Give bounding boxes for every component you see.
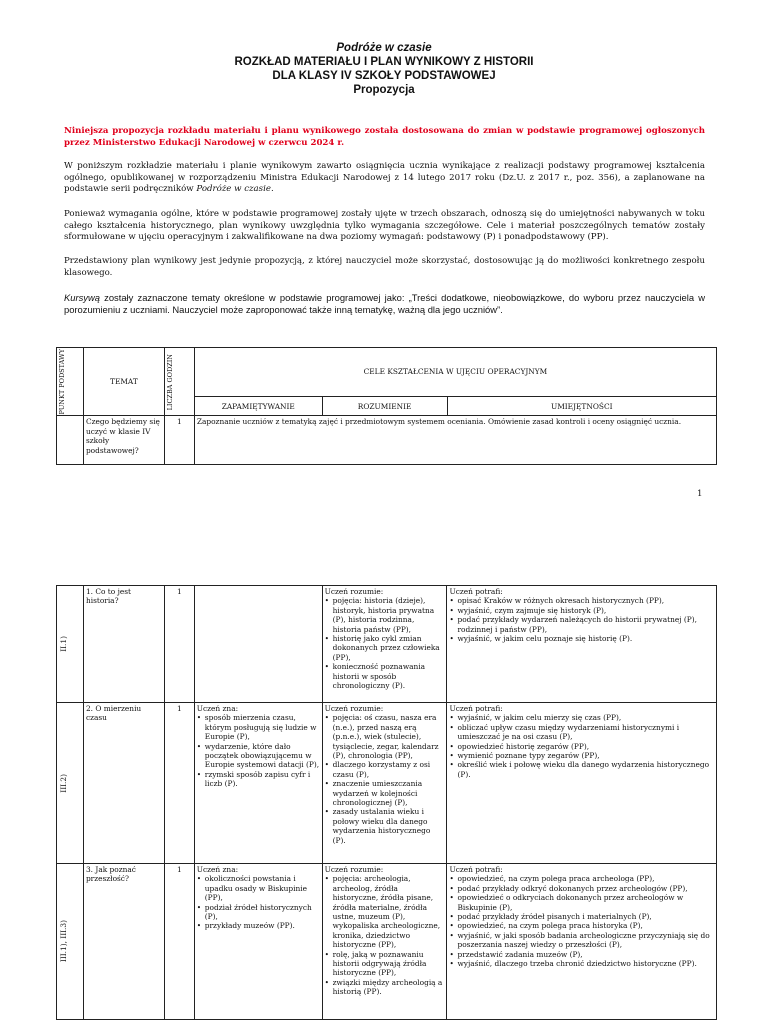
document-header xyxy=(0,41,768,97)
list-item: • obliczać upływ czasu między wydarzeniami historycznymi i umieszczać je na osi czasu (P), xyxy=(449,723,714,742)
col-zapamietywanie-header: ZAPAMIĘTYWANIE xyxy=(194,397,322,416)
col-temat-header: TEMAT xyxy=(83,348,164,416)
lesson-topic: 1. Co to jest historia? xyxy=(83,586,164,703)
lesson-punkt-label: II.1) xyxy=(59,636,68,652)
list-item: • przedstawić zadania muzeów (P), xyxy=(449,950,714,959)
zapamietywanie-caption: Uczeń zna: xyxy=(196,865,239,874)
title-line-3: Propozycja xyxy=(353,84,415,96)
umiejetnosci-caption: Uczeń potrafi: xyxy=(449,587,503,596)
list-item: • pojęcia: oś czasu, nasza era (n.e.), przed naszą erą (p.n.e.), wiek (stulecie), tysiąclecie, zegar, kalendarz (P), chronologia (PP), xyxy=(325,713,445,760)
zapamietywanie-caption: Uczeń zna: xyxy=(196,704,239,713)
list-item: • konieczność poznawania historii w sposób chronologiczny (P). xyxy=(325,662,445,690)
list-item: • podać przykłady źródeł pisanych i materialnych (P), xyxy=(449,912,714,921)
list-item: • znaczenie umieszczania wydarzeń w kolejności chronologicznej (P), xyxy=(325,779,445,807)
intro-p4-italic: Kursywą xyxy=(64,292,100,303)
col-rozumienie-header: ROZUMIENIE xyxy=(322,397,447,416)
list-item: • pojęcia: archeologia, archeolog, źródła historyczne, źródła pisane, źródła materialne, źródła ustne, muzeum (P), wykopaliska archeologiczne, kronika, dziedzictwo historyczne (PP), xyxy=(325,874,445,949)
col-punkt-header xyxy=(57,348,84,416)
row-hours: 1 xyxy=(164,416,194,465)
lesson-zapamietywanie xyxy=(194,864,322,1020)
list-item: • opowiedzieć historię zegarów (PP), xyxy=(449,742,714,751)
list-item: • wyjaśnić, w jaki sposób badania archeologiczne przyczyniają się do poszerzania naszej wiedzy o przeszłości (P), xyxy=(449,931,714,950)
list-item: • określić wiek i połowę wieku dla danego wydarzenia historycznego (P). xyxy=(449,760,714,779)
list-item: • wymienić poznane typy zegarów (PP), xyxy=(449,751,714,760)
lesson-row xyxy=(57,703,717,864)
lesson-topic: 3. Jak poznać przeszłość? xyxy=(83,864,164,1020)
list-item: • opowiedzieć, na czym polega praca archeologa (PP), xyxy=(449,874,714,883)
list-item: • podać przykłady wydarzeń należących do historii prywatnej (P), rodzinnej i państw (PP), xyxy=(449,615,714,634)
lesson-rozumienie xyxy=(322,864,447,1020)
list-item: • związki między archeologią a historią (PP). xyxy=(325,978,445,997)
title-line-1: ROZKŁAD MATERIAŁU I PLAN WYNIKOWY Z HISTORII xyxy=(234,56,534,68)
page-number: 1 xyxy=(697,489,703,499)
red-note: Niniejsza propozycja rozkładu materiału i planu wynikowego została dostosowana do zmian w podstawie programowej ogłoszonych przez Ministerstwo Edukacji Narodowej w czerwcu 2024 r. xyxy=(64,126,705,148)
intro-p1-series: Podróże w czasie xyxy=(196,184,271,194)
row-topic: Czego będziemy się uczyć w klasie IV szkoły podstawowej? xyxy=(83,416,164,465)
intro-paragraph-2: Ponieważ wymagania ogólne, które w podstawie programowej zostały ujęte w trzech obszarach, odnoszą się do umiejętności nabywanych w toku całego kształcenia historycznego, plan wynikowy uwzględnia tylko wymagania szczegółowe. Cele i materiał poszczególnych tematów zostały sformułowane w ujęciu operacyjnym i zakwalifikowane na dwa poziomy wymagań: podstawowy (P) i ponadpodstawowy (PP). xyxy=(64,209,705,242)
row-description: Zapoznanie uczniów z tematyką zajęć i przedmiotowym systemem oceniania. Omówienie zasad kontroli i oceny osiągnięć ucznia. xyxy=(194,416,716,465)
col-cele-header: CELE KSZTAŁCENIA W UJĘCIU OPERACYJNYM xyxy=(194,348,716,397)
list-item: • historię jako cykl zmian dokonanych przez człowieka (PP), xyxy=(325,634,445,662)
intro-paragraph-1 xyxy=(64,161,705,196)
list-item: • wydarzenie, które dało początek obowiązującemu w Europie systemowi datacji (P), xyxy=(197,742,320,770)
col-punkt-label: PUNKT PODSTAWY xyxy=(58,349,66,415)
list-item: • zasady ustalania wieku i połowy wieku dla danego wydarzenia historycznego (P). xyxy=(325,807,445,845)
lesson-umiejetnosci xyxy=(447,864,717,1020)
lesson-rozumienie xyxy=(322,586,447,703)
lesson-punkt xyxy=(57,864,84,1020)
col-liczba-label: LICZBA GODZIN xyxy=(165,353,174,410)
rozumienie-caption: Uczeń rozumie: xyxy=(324,704,384,713)
col-umiejetnosci-header: UMIEJĘTNOŚCI xyxy=(447,397,717,416)
list-item: • wyjaśnić, dlaczego trzeba chronić dziedzictwo historyczne (PP). xyxy=(449,959,714,968)
lesson-umiejetnosci xyxy=(447,586,717,703)
row-punkt xyxy=(57,416,84,465)
list-item: • dlaczego korzystamy z osi czasu (P), xyxy=(325,760,445,779)
intro-p1-end: . xyxy=(270,184,274,194)
list-item: • opisać Kraków w różnych okresach historycznych (PP), xyxy=(449,596,714,605)
list-item: • podać przykłady odkryć dokonanych przez archeologów (PP), xyxy=(449,884,714,893)
umiejetnosci-caption: Uczeń potrafi: xyxy=(449,704,503,713)
lesson-punkt xyxy=(57,703,84,864)
rozumienie-caption: Uczeń rozumie: xyxy=(324,587,384,596)
intro-p4-rest: zostały zaznaczone tematy określone w podstawie programowej jako: „Treści dodatkowe, nieobowiązkowe, do wyboru przez nauczyciela w porozumieniu z uczniami. Nauczyciel może zaproponować także inną tematykę, ważną dla jego uczniów”. xyxy=(64,292,705,315)
lesson-punkt-label: III.1), III.3) xyxy=(59,920,68,963)
lesson-umiejetnosci xyxy=(447,703,717,864)
list-item: • opowiedzieć o odkryciach dokonanych przez archeologów w Biskupinie (P), xyxy=(449,893,714,912)
series-subtitle: Podróże w czasie xyxy=(336,42,432,54)
list-item: • pojęcia: historia (dzieje), historyk, historia prywatna (P), historia rodzinna, historia państw (PP), xyxy=(325,596,445,634)
col-liczba-header xyxy=(164,348,194,416)
lesson-zapamietywanie xyxy=(194,703,322,864)
list-item: • opowiedzieć, na czym polega praca historyka (P), xyxy=(449,921,714,930)
lesson-row xyxy=(57,864,717,1020)
list-item: • wyjaśnić, w jakim celu poznaje się historię (P). xyxy=(449,634,714,643)
list-item: • okoliczności powstania i upadku osady w Biskupinie (PP), xyxy=(197,874,320,902)
list-item: • sposób mierzenia czasu, którym posługują się ludzie w Europie (P), xyxy=(197,713,320,741)
lesson-punkt xyxy=(57,586,84,703)
list-item: • wyjaśnić, w jakim celu mierzy się czas (PP), xyxy=(449,713,714,722)
plan-table-header xyxy=(56,347,717,465)
lesson-topic: 2. O mierzeniu czasu xyxy=(83,703,164,864)
lesson-hours: 1 xyxy=(164,864,194,1020)
plan-table-lessons xyxy=(56,585,717,1020)
list-item: • rolę, jaką w poznawaniu historii odgrywają źródła historyczne (PP), xyxy=(325,950,445,978)
list-item: • przykłady muzeów (PP). xyxy=(197,921,320,930)
lesson-row xyxy=(57,586,717,703)
list-item: • wyjaśnić, czym zajmuje się historyk (P), xyxy=(449,606,714,615)
rozumienie-caption: Uczeń rozumie: xyxy=(324,865,384,874)
intro-p1-text: W poniższym rozkładzie materiału i planie wynikowym zawarto osiągnięcia ucznia wynikające z realizacji podstawy programowej kształcenia ogólnego, opublikowanej w rozporządzeniu Ministra Edukacji Narodowej z 14 lutego 2017 roku (Dz.U. z 2017 r., poz. 356), a zaplanowane na podstawie serii podręczników xyxy=(64,161,705,194)
umiejetnosci-caption: Uczeń potrafi: xyxy=(449,865,503,874)
list-item: • podział źródeł historycznych (P), xyxy=(197,903,320,922)
list-item: • rzymski sposób zapisu cyfr i liczb (P). xyxy=(197,770,320,789)
lesson-hours: 1 xyxy=(164,703,194,864)
intro-paragraph-3: Przedstawiony plan wynikowy jest jedynie propozycją, z której nauczyciel może skorzystać, dostosowując ją do możliwości konkretnego zespołu klasowego. xyxy=(64,256,705,278)
title-line-2: DLA KLASY IV SZKOŁY PODSTAWOWEJ xyxy=(272,70,496,82)
intro-paragraph-4 xyxy=(64,292,705,315)
lesson-hours: 1 xyxy=(164,586,194,703)
lesson-rozumienie xyxy=(322,703,447,864)
lesson-punkt-label: III.2) xyxy=(59,773,68,793)
lesson-zapamietywanie xyxy=(194,586,322,703)
